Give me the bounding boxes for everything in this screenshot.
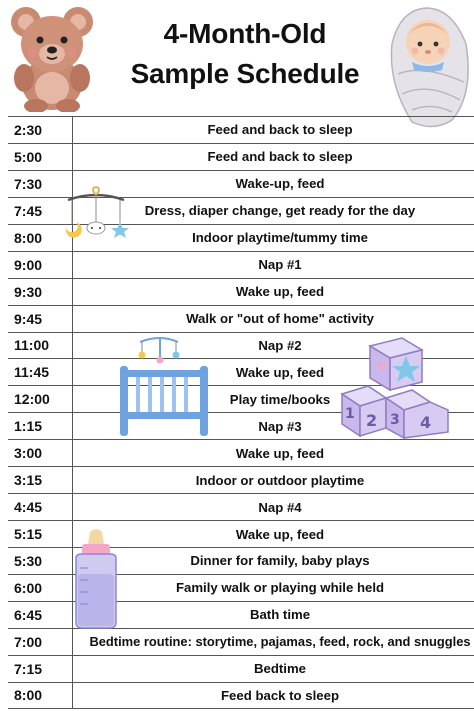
schedule-time: 7:30 (14, 175, 43, 192)
schedule-time: 4:45 (14, 499, 43, 516)
schedule-time: 5:30 (14, 552, 43, 569)
crib-icon (118, 336, 210, 436)
schedule-row (8, 116, 474, 143)
block-number-1: 1 (345, 406, 355, 422)
schedule-row (8, 278, 474, 305)
schedule-activity: Feed back to sleep (221, 687, 339, 703)
schedule-activity: Wake up, feed (235, 526, 325, 542)
block-number-2: 2 (366, 411, 378, 430)
schedule-time: 3:00 (14, 445, 43, 462)
schedule-activity: Bedtime (253, 661, 307, 677)
teddy-bear-icon (6, 2, 98, 112)
schedule-time: 9:30 (14, 283, 43, 300)
schedule-time: 2:30 (14, 121, 43, 138)
schedule-row (8, 628, 474, 655)
schedule-activity: Dress, diaper change, get ready for the day (144, 203, 416, 219)
schedule-activity: Nap #3 (258, 418, 302, 434)
schedule-row (8, 466, 474, 493)
schedule-activity: Feed and back to sleep (207, 149, 353, 165)
swaddled-baby-icon (382, 4, 474, 130)
schedule-activity: Wake-up, feed (235, 176, 325, 192)
schedule-time: 9:45 (14, 310, 43, 327)
schedule-time: 9:00 (14, 256, 43, 273)
schedule-time: 7:45 (14, 202, 43, 219)
schedule-time: 12:00 (14, 391, 50, 408)
schedule-activity: Nap #2 (258, 337, 302, 353)
schedule-row (8, 143, 474, 170)
schedule-activity: Wake up, feed (235, 445, 325, 461)
header (0, 0, 474, 116)
schedule-time: 5:15 (14, 526, 43, 543)
schedule-activity: Bath time (249, 607, 311, 623)
schedule-row (8, 439, 474, 466)
schedule-time: 11:45 (14, 364, 50, 381)
title-line-1: 4-Month-Old (163, 18, 327, 49)
schedule-time: 7:00 (14, 633, 43, 650)
title-line-2: Sample Schedule (130, 58, 360, 89)
schedule-activity: Feed and back to sleep (207, 122, 353, 138)
schedule-activity: Dinner for family, baby plays (190, 553, 370, 569)
block-number-3: 3 (390, 412, 400, 428)
page-title (95, 14, 395, 94)
schedule-time: 8:00 (14, 687, 43, 704)
block-number-4: 4 (420, 413, 432, 432)
schedule-activity: Nap #4 (258, 499, 302, 515)
schedule-time: 3:15 (14, 472, 43, 489)
schedule-row (8, 305, 474, 332)
schedule-time: 11:00 (14, 337, 50, 354)
schedule-row (8, 682, 474, 709)
schedule-time: 1:15 (14, 418, 43, 435)
schedule-activity: Play time/books (229, 391, 331, 407)
baby-bottle-icon (66, 528, 126, 630)
schedule-time: 8:00 (14, 229, 43, 246)
toy-blocks-icon (340, 336, 450, 440)
schedule-activity: Wake up, feed (235, 284, 325, 300)
baby-mobile-icon (60, 186, 132, 246)
schedule-activity: Bedtime routine: storytime, pajamas, feed, rock, and snuggles (89, 634, 471, 650)
schedule-time: 6:00 (14, 579, 43, 596)
schedule-activity: Nap #1 (258, 257, 302, 273)
schedule-activity: Family walk or playing while held (175, 580, 385, 596)
schedule-time: 6:45 (14, 606, 43, 623)
schedule-activity: Indoor or outdoor playtime (195, 472, 365, 488)
schedule-time: 5:00 (14, 148, 43, 165)
schedule-row (8, 493, 474, 520)
schedule-activity: Walk or "out of home" activity (186, 311, 374, 327)
schedule-row (8, 251, 474, 278)
schedule-time: 7:15 (14, 660, 43, 677)
schedule-row (8, 655, 474, 682)
schedule-activity: Indoor playtime/tummy time (192, 230, 368, 246)
schedule-activity: Wake up, feed (235, 364, 325, 380)
